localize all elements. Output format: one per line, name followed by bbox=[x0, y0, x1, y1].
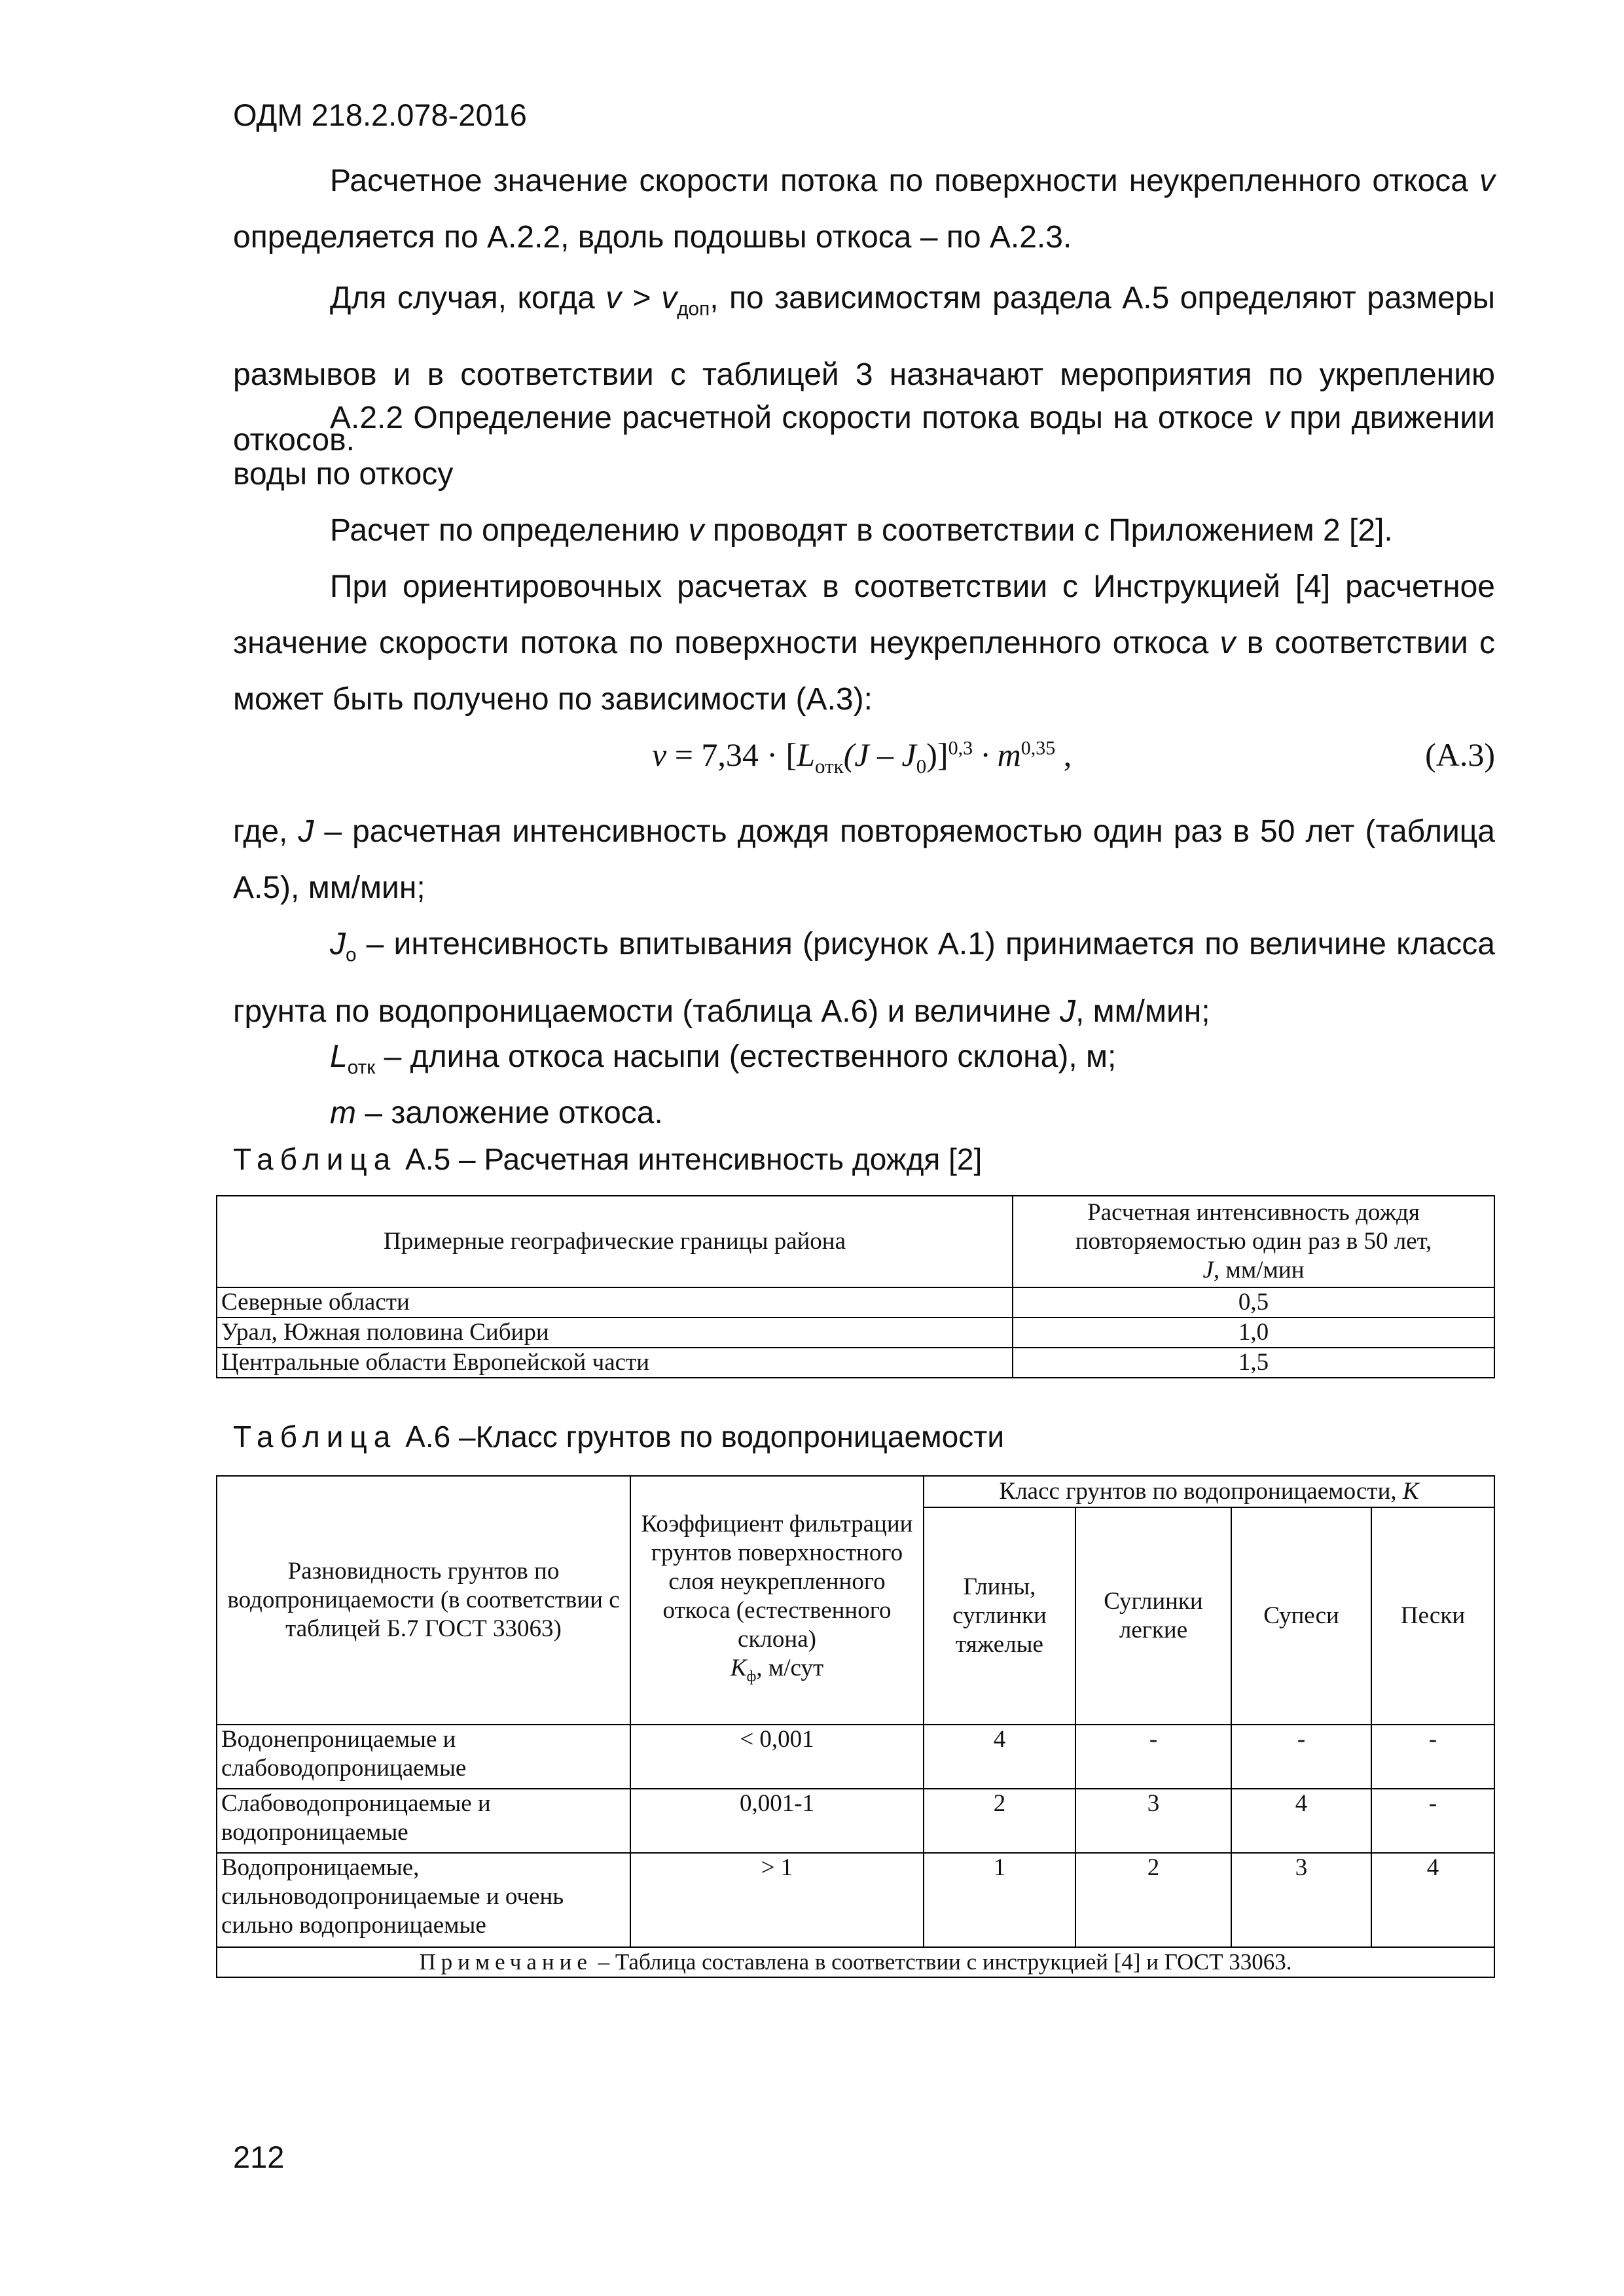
text: Для случая, когда bbox=[330, 281, 606, 315]
text: – заложение откоса. bbox=[355, 1096, 663, 1130]
inequality: v > v bbox=[605, 281, 677, 315]
f-paren: (J – J bbox=[843, 736, 916, 773]
cell-soil-type: Водонепроницаемые и слабоводопроницаемые bbox=[217, 1725, 630, 1789]
cell-coefficient: 0,001-1 bbox=[630, 1789, 924, 1853]
table-row bbox=[217, 1287, 1494, 1318]
symbol-m: m bbox=[330, 1096, 356, 1130]
document-header: ОДМ 218.2.078-2016 bbox=[233, 98, 527, 132]
header-light-loam: Суглинки легкие bbox=[1075, 1507, 1231, 1725]
cell-value: 1,0 bbox=[1013, 1318, 1494, 1348]
subscript-o: o bbox=[346, 944, 357, 966]
f-exp1: 0,3 bbox=[948, 737, 973, 759]
subscript-dop: доп bbox=[677, 298, 710, 320]
header-class-text: Класс грунтов по водопроницаемости, bbox=[999, 1478, 1403, 1505]
cell-class-3: 3 bbox=[1231, 1853, 1371, 1947]
text: определяется по А.2.2, вдоль подошвы откоса – по А.2.3. bbox=[233, 220, 1072, 255]
header-coefficient-text: Коэффициент фильтрации грунтов поверхностного слоя неукрепленного откоса (естественного склона) bbox=[641, 1510, 913, 1653]
header-sand: Пески bbox=[1371, 1507, 1494, 1725]
cell-region: Северные области bbox=[217, 1287, 1013, 1318]
table-row bbox=[217, 1853, 1494, 1947]
text: где, bbox=[233, 814, 298, 849]
f-m: · m bbox=[973, 736, 1021, 773]
paragraph-calculation bbox=[233, 503, 1495, 559]
f-eq: = 7,34 · [ bbox=[666, 736, 797, 773]
symbol-J: J bbox=[1059, 994, 1075, 1029]
symbol-v: v bbox=[1263, 401, 1280, 435]
text: – длина откоса насыпи (естественного склона), м; bbox=[375, 1039, 1117, 1074]
paragraph-Jo bbox=[233, 916, 1495, 1040]
table-note bbox=[217, 1947, 1494, 1977]
cell-region: Урал, Южная половина Сибири bbox=[217, 1318, 1013, 1348]
cell-class-4: 4 bbox=[1371, 1853, 1494, 1947]
cell-class-3: - bbox=[1231, 1725, 1371, 1789]
table-a5-caption bbox=[233, 1141, 982, 1177]
caption-rest: А.6 –Класс грунтов по водопроницаемости bbox=[397, 1420, 1005, 1454]
formula-number: (А.3) bbox=[1425, 736, 1495, 773]
paragraph-approximate bbox=[233, 559, 1495, 728]
cell-coefficient: < 0,001 bbox=[630, 1725, 924, 1789]
caption-rest: А.5 – Расчетная интенсивность дождя [2] bbox=[397, 1142, 983, 1176]
table-row bbox=[217, 1348, 1494, 1378]
symbol-J: J bbox=[330, 927, 346, 961]
note-text: – Таблица составлена в соответствии с инструкцией [4] и ГОСТ 33063. bbox=[592, 1949, 1292, 1975]
symbol-K: К bbox=[1402, 1478, 1419, 1505]
symbol-J: J bbox=[1202, 1257, 1214, 1283]
cell-class-3: 4 bbox=[1231, 1789, 1371, 1853]
text: Расчетное значение скорости потока по поверхности неукрепленного откоса bbox=[330, 164, 1479, 198]
cell-coefficient: > 1 bbox=[630, 1853, 924, 1947]
table-row bbox=[217, 1789, 1494, 1853]
caption-word: Таблица bbox=[233, 1420, 397, 1454]
cell-class-2: 2 bbox=[1075, 1853, 1231, 1947]
symbol-K: К bbox=[730, 1654, 747, 1681]
table-row bbox=[217, 1318, 1494, 1348]
table-header-row bbox=[217, 1476, 1494, 1507]
cell-class-1: 4 bbox=[924, 1725, 1075, 1789]
f-lhs: v bbox=[652, 736, 667, 773]
table-row bbox=[217, 1725, 1494, 1789]
formula-expression bbox=[652, 736, 1072, 778]
header-intensity-text: Расчетная интенсивность дождя повторяемостью один раз в 50 лет, bbox=[1075, 1199, 1432, 1255]
header-intensity bbox=[1013, 1196, 1494, 1287]
cell-class-2: 3 bbox=[1075, 1789, 1231, 1853]
symbol-L: L bbox=[330, 1039, 348, 1074]
cell-value: 0,5 bbox=[1013, 1287, 1494, 1318]
f-J0-sub: 0 bbox=[916, 755, 927, 778]
symbol-v: v bbox=[1219, 626, 1236, 660]
subscript-otk: отк bbox=[347, 1056, 376, 1079]
cell-class-4: - bbox=[1371, 1789, 1494, 1853]
paragraph-where-J bbox=[233, 804, 1495, 916]
header-sandy-loam: Супеси bbox=[1231, 1507, 1371, 1725]
text: , мм/мин; bbox=[1075, 994, 1210, 1029]
table-note-row bbox=[217, 1947, 1494, 1977]
page-number: 212 bbox=[233, 2140, 285, 2174]
cell-class-4: - bbox=[1371, 1725, 1494, 1789]
header-intensity-unit: , мм/мин bbox=[1213, 1257, 1305, 1283]
formula-a3 bbox=[233, 730, 1495, 787]
symbol-J: J bbox=[298, 814, 314, 849]
note-word: Примечание bbox=[419, 1949, 592, 1975]
header-soil-type: Разновидность грунтов по водопроницаемости (в соответствии с таблицей Б.7 ГОСТ 33063) bbox=[217, 1476, 630, 1725]
f-L-sub: отк bbox=[815, 755, 844, 778]
cell-region: Центральные области Европейской части bbox=[217, 1348, 1013, 1378]
cell-class-1: 1 bbox=[924, 1853, 1075, 1947]
symbol-v: v bbox=[1479, 164, 1495, 198]
paragraph-m bbox=[233, 1085, 1495, 1141]
text: проводят в соответствии с Приложением 2 [2]. bbox=[704, 513, 1393, 548]
cell-class-1: 2 bbox=[924, 1789, 1075, 1853]
text: Расчет по определению bbox=[330, 513, 689, 548]
f-close: )] bbox=[926, 736, 948, 773]
text: в соответствии с может быть получено по зависимости (А.3): bbox=[233, 626, 1495, 717]
f-comma: , bbox=[1055, 736, 1072, 773]
symbol-v: v bbox=[688, 513, 704, 548]
text: – расчетная интенсивность дождя повторяемостью один раз в 50 лет (таблица А.5), мм/мин; bbox=[233, 814, 1495, 905]
cell-soil-type: Водопроницаемые, сильноводопроницаемые и очень сильно водопроницаемые bbox=[217, 1853, 630, 1947]
header-clay: Глины, суглинки тяжелые bbox=[924, 1507, 1075, 1725]
text: При ориентировочных расчетах в соответствии с Инструкцией [4] расчетное значение скорости потока по поверхности неукрепленного откоса bbox=[233, 569, 1495, 660]
caption-word: Таблица bbox=[233, 1142, 397, 1176]
cell-value: 1,5 bbox=[1013, 1348, 1494, 1378]
subscript-f: ф bbox=[746, 1668, 757, 1685]
f-exp2: 0,35 bbox=[1020, 737, 1056, 759]
text: при движении воды по откосу bbox=[233, 401, 1495, 492]
cell-class-2: - bbox=[1075, 1725, 1231, 1789]
table-header-row bbox=[217, 1196, 1494, 1287]
table-a6-caption bbox=[233, 1419, 1004, 1454]
table-a6 bbox=[216, 1475, 1495, 1978]
text: А.2.2 Определение расчетной скорости потока воды на откосе bbox=[330, 401, 1264, 435]
cell-soil-type: Слабоводопроницаемые и водопроницаемые bbox=[217, 1789, 630, 1853]
text: – интенсивность впитывания (рисунок А.1) принимается по величине класса грунта по водопроницаемости (таблица А.6) и величине bbox=[233, 927, 1495, 1029]
header-coefficient-unit: , м/сут bbox=[756, 1654, 824, 1681]
header-coefficient bbox=[630, 1476, 924, 1725]
paragraph-velocity-definition bbox=[233, 153, 1495, 266]
header-region: Примерные географические границы района bbox=[217, 1196, 1013, 1287]
f-L: L bbox=[797, 736, 816, 773]
text: , по зависимостям раздела А.5 определяют размеры размывов и в соответствии с таблицей 3 назначают мероприятия по укреплению откосов. bbox=[233, 281, 1496, 457]
paragraph-section-a22 bbox=[233, 390, 1495, 503]
table-a5 bbox=[216, 1195, 1495, 1378]
header-class-group bbox=[924, 1476, 1494, 1507]
